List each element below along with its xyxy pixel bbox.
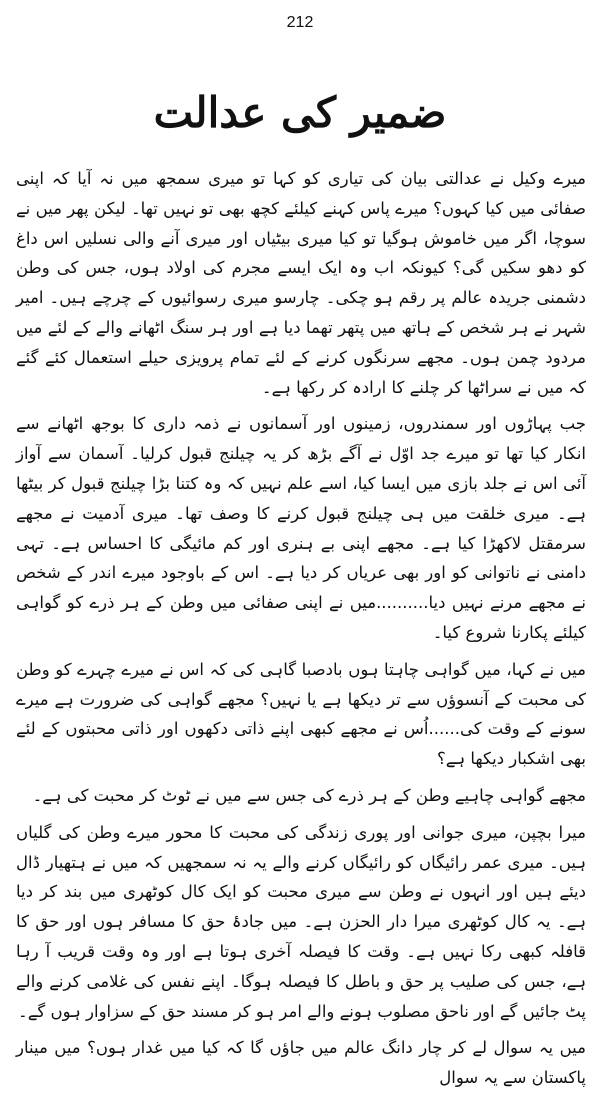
- paragraph: مجھے گواہی چاہیے وطن کے ہر ذرے کی جس سے میں نے ٹوٹ کر محبت کی ہے۔: [32, 785, 586, 805]
- paragraph: میں یہ سوال لے کر چار دانگ عالم میں جاؤں گا کہ کیا میں غدار ہوں؟ میں مینار پاکستان سے یہ سوال: [16, 1038, 586, 1088]
- paragraph: میرا بچپن، میری جوانی اور پوری زندگی کی محبت کا محور میرے وطن کی گلیاں ہیں۔ میری عمر رائیگاں کو رائیگاں کرنے والے یہ نہ سمجھیں کہ میں نے ہتھیار ڈال دیئے ہیں اور انہوں نے وطن سے میری محبت کو ایک کال کوٹھری میں بند کر دیا ہے۔ یہ کال کوٹھری میرا دار الحزن ہے۔ میں جادۂ حق کا مسافر ہوں اور حق کا قافلہ کبھی رکا نہیں ہے۔ وقت کا فیصلہ آخری ہوتا ہے اور وہ وقت قریب آ رہا ہے، جس کی صلیب پر حق و باطل کا فیصلہ ہوگا۔ اپنے نفس کی غلامی کرنے والے پٹ جائیں گے اور ناحق مصلوب ہونے والے امر ہو کر مسند حق کے سزاوار ہوں گے۔: [16, 822, 586, 1021]
- paragraph: جب پہاڑوں اور سمندروں، زمینوں اور آسمانوں نے ذمہ داری کا بوجھ اٹھانے سے انکار کیا تھا تو میرے جد اوّل نے آگے بڑھ کر یہ چیلنج قبول کرلیا۔ آسمان سے آواز آئی اس نے جلد بازی میں ایسا کیا، اسے علم نہیں کہ وہ کتنا بڑا چیلنج قبول کر بیٹھا ہے۔ میری خلقت میں ہی چیلنج قبول کرنے کا وصف تھا۔ میری آدمیت نے مجھے سرمقتل لاکھڑا کیا ہے۔ مجھے اپنی بے ہنری اور کم مائیگی کا احساس ہے۔ تہی دامنی نے ناتوانی کو اور بھی عریاں کر دیا ہے۔ اس کے باوجود میرے اندر کے شخص نے مجھے مرنے نہیں دیا..........میں نے اپنی صفائی میں وطن کے ہر ذرے کو گواہی کیلئے پکارنا شروع کیا۔: [16, 414, 586, 642]
- paragraph: میں نے کہا، میں گواہی چاہتا ہوں بادصبا گاہی کی کہ اس نے میرے چہرے کو وطن کی محبت کے آنسوؤں سے تر دیکھا ہے یا نہیں؟ مجھے گواہی کی ضرورت ہے میرے سونے کے وقت کی......اُس نے مجھے کبھی اپنے ذاتی دکھوں اور ذاتی محبتوں کے لئے بھی اشکبار دیکھا ہے؟: [16, 659, 586, 769]
- article-body: [16, 164, 586, 1100]
- page-number: 212: [286, 14, 314, 31]
- paragraph: میرے وکیل نے عدالتی بیان کی تیاری کو کہا تو میری سمجھ میں نہ آیا کہ اپنی صفائی میں کیا کہوں؟ میرے پاس کہنے کیلئے کچھ بھی تو نہیں تھا۔ لیکن پھر میں نے سوچا، اگر میں خاموش ہوگیا تو کیا میری بیٹیاں اور میری آنے والی نسلیں اس داغ کو دھو سکیں گی؟ کیونکہ اب وہ ایک ایسے مجرم کی اولاد ہوں، جس کی وطن دشمنی جریدہ عالم پر رقم ہو چکی۔ چارسو میری رسوائیوں کے چرچے ہیں۔ امیر شہر نے ہر شخص کے ہاتھ میں پتھر تھما دیا ہے اور ہر سنگ اٹھانے والے کے لئے میں مردود چمن ہوں۔ مجھے سرنگوں کرنے کے لئے تمام پرویزی حیلے استعمال کئے گئے کہ میں نے سراٹھا کر چلنے کا ارادہ کر رکھا ہے۔: [16, 169, 586, 397]
- page-title: ضمیر کی عدالت: [153, 88, 447, 137]
